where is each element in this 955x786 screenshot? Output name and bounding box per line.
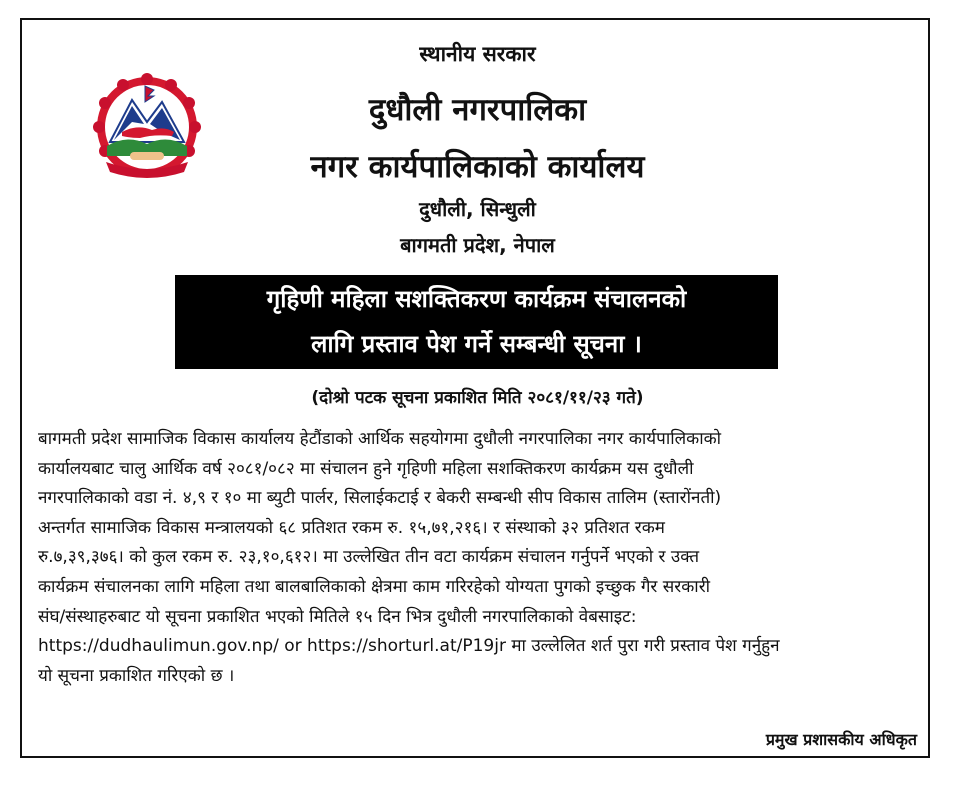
body-line	[38, 455, 918, 485]
body-line	[38, 543, 918, 573]
org-level-label: स्थानीय सरकार	[419, 42, 536, 66]
body-line	[38, 573, 918, 603]
body-line-text: अन्तर्गत सामाजिक विकास मन्त्रालयको ६८ प्रतिशत रकम रु. १५,७१,२१६। र संस्थाको ३२ प्रतिशत रकम	[38, 517, 665, 538]
notice-title-line-2: लागि प्रस्ताव पेश गर्ने सम्बन्धी सूचना ।	[311, 330, 642, 358]
body-line-text: यो सूचना प्रकाशित गरिएको छ ।	[38, 665, 235, 686]
municipality-name: दुधौली नगरपालिका	[368, 92, 587, 128]
body-line-text: रु.७,३९,३७६। को कुल रकम रु. २३,१०,६१२। मा उल्लेखित तीन वटा कार्यक्रम संचालन गर्नुपर्ने भएको र उक्त	[38, 547, 700, 568]
body-line	[38, 603, 918, 633]
body-line	[38, 514, 918, 544]
signatory-title: प्रमुख प्रशासकीय अधिकृत	[765, 730, 917, 749]
body-line-text: नगरपालिकाको वडा नं. ४,९ र १० मा ब्युटी पार्लर, सिलाईकटाई र बेकरी सम्बन्धी सीप विकास तालिम (स्तारोंनती)	[38, 488, 722, 509]
body-line	[38, 425, 918, 455]
office-name: नगर कार्यपालिकाको कार्यालय	[310, 149, 645, 185]
body-line-text: संघ/संस्थाहरुबाट यो सूचना प्रकाशित भएको मितिले १५ दिन भित्र दुधौली नगरपालिकाको वेबसाइट:	[38, 606, 637, 627]
body-line	[38, 662, 918, 692]
province-line: बागमती प्रदेश, नेपाल	[400, 233, 555, 257]
body-line-text: कार्यक्रम संचालनका लागि महिला तथा बालबालिकाको क्षेत्रमा काम गरिरहेको योग्यता पुगको इच्छुक गैर सरकारी	[38, 576, 711, 597]
notice-title-line-1: गृहिणी महिला सशक्तिकरण कार्यक्रम संचालनको	[266, 285, 687, 313]
notice-title-banner	[175, 275, 778, 369]
body-line	[38, 484, 918, 514]
notice-body	[38, 425, 918, 691]
publication-date: (दोश्रो पटक सूचना प्रकाशित मिति २०८१/११/२३ गते)	[311, 388, 644, 408]
body-line-text: कार्यालयबाट चालु आर्थिक वर्ष २०८१/०८२ मा संचालन हुने गृहिणी महिला सशक्तिकरण कार्यक्रम यस दुधौली	[38, 458, 694, 479]
body-line-text[interactable]: https://dudhaulimun.gov.np/ or https://shorturl.at/P19jr मा उल्लेलित शर्त पुरा गरी प्रस्ताव पेश गर्नुहुन	[38, 636, 780, 657]
body-line-with-links[interactable]	[38, 632, 918, 662]
address-line: दुधौली, सिन्धुली	[419, 197, 536, 221]
body-line-text: बागमती प्रदेश सामाजिक विकास कार्यालय हेटौंडाको आर्थिक सहयोगमा दुधौली नगरपालिका नगर कार्यपालिकाको	[38, 429, 722, 449]
